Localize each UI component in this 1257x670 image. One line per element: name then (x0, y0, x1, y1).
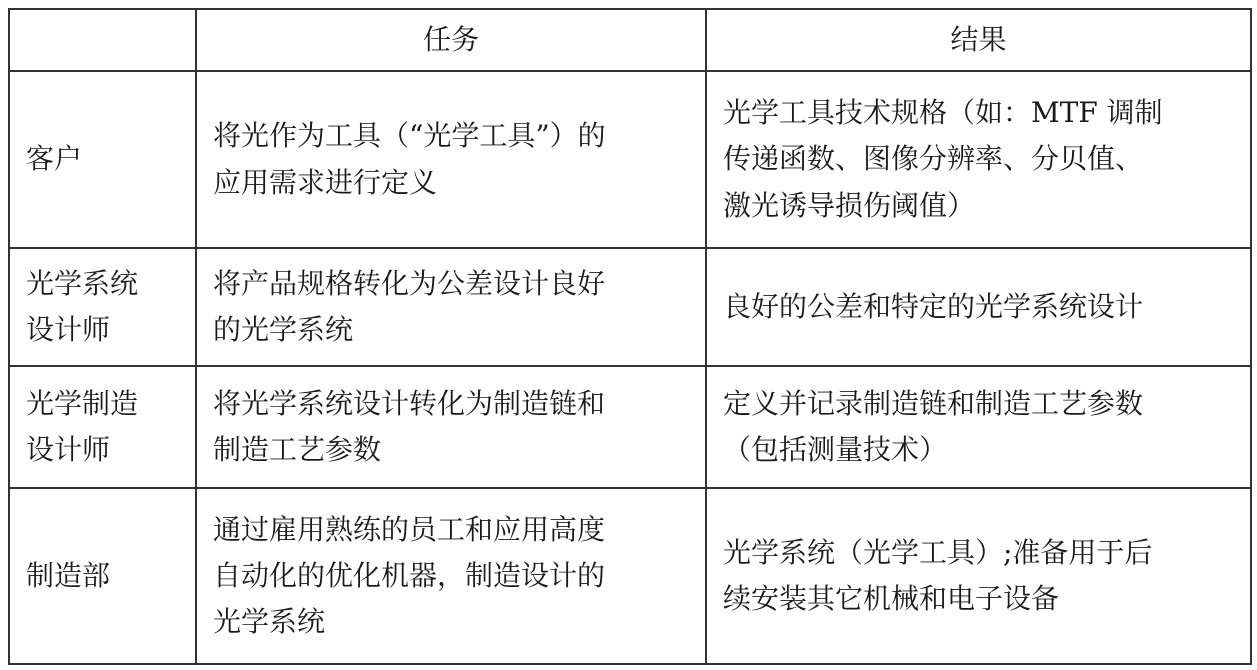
row-role-cell (9, 71, 196, 248)
row-task: 将光作为工具（“光学工具”）的 应用需求进行定义 (213, 119, 606, 199)
table-row-customer (9, 71, 1251, 248)
row-role-cell (9, 248, 196, 366)
row-task: 通过雇用熟练的员工和应用高度 自动化的优化机器，制造设计的 光学系统 (213, 512, 606, 639)
row-result: 良好的公差和特定的光学系统设计 (723, 289, 1144, 323)
header-task: 任务 (196, 9, 706, 71)
table-row-system-designer (9, 248, 1251, 366)
row-result: 光学系统（光学工具）;准备用于后 续安装其它机械和电子设备 (723, 535, 1153, 615)
row-result-cell (706, 488, 1251, 664)
responsibility-table-container (8, 8, 1250, 662)
row-role: 客户 (26, 142, 83, 176)
row-task-cell (196, 366, 706, 488)
row-task-cell (196, 71, 706, 248)
row-task-cell (196, 248, 706, 366)
table-row-manufacturing-designer (9, 366, 1251, 488)
row-task-cell (196, 488, 706, 664)
row-result-cell (706, 71, 1251, 248)
row-task: 将产品规格转化为公差设计良好 的光学系统 (213, 266, 606, 346)
row-result-cell (706, 248, 1251, 366)
header-role (9, 9, 196, 71)
row-role: 制造部 (26, 558, 111, 592)
table-header-row (9, 9, 1251, 71)
row-task: 将光学系统设计转化为制造链和 制造工艺参数 (213, 386, 606, 466)
table-row-manufacturing-dept (9, 488, 1251, 664)
responsibility-table (8, 8, 1252, 665)
row-result: 光学工具技术规格（如：MTF 调制 传递函数、图像分辨率、分贝值、 激光诱导损伤阈值） (723, 96, 1163, 222)
header-result: 结果 (706, 9, 1251, 71)
row-role-cell (9, 488, 196, 664)
row-role: 光学制造 设计师 (26, 386, 139, 466)
row-result: 定义并记录制造链和制造工艺参数 （包括测量技术） (723, 386, 1144, 466)
row-result-cell (706, 366, 1251, 488)
row-role-cell (9, 366, 196, 488)
row-role: 光学系统 设计师 (26, 266, 139, 346)
